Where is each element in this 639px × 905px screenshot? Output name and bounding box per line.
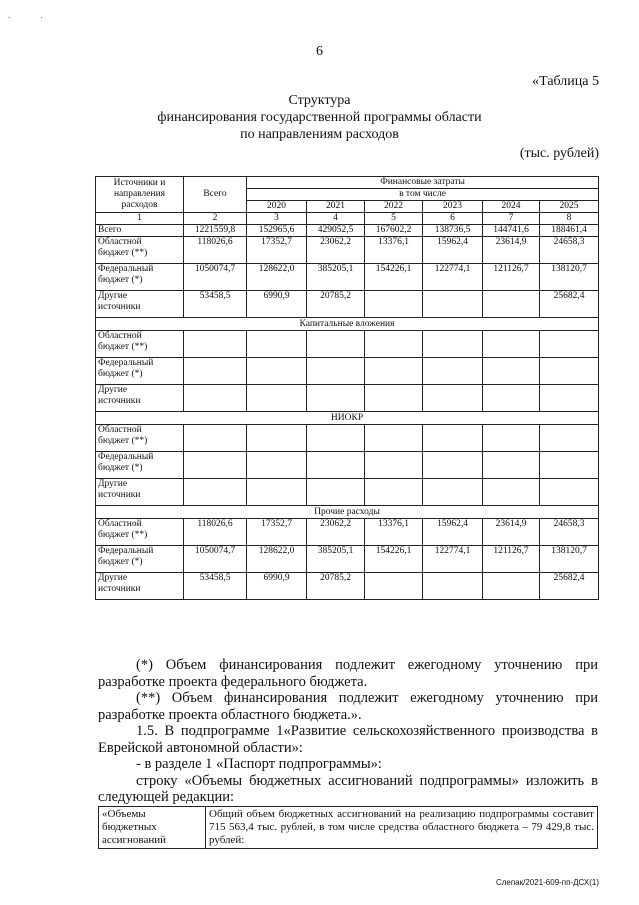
row-label: Всего (96, 225, 184, 237)
column-number: 4 (307, 213, 365, 225)
value-cell: 53458,5 (184, 291, 247, 318)
assignments-table (98, 806, 598, 849)
value-cell: 122774,1 (423, 546, 483, 573)
value-cell (247, 358, 307, 385)
source-row (96, 479, 599, 506)
value-cell (365, 425, 423, 452)
value-cell (483, 479, 540, 506)
value-cell (483, 425, 540, 452)
value-cell: 17352,7 (247, 519, 307, 546)
header-row (96, 177, 599, 189)
section-niokr (96, 412, 599, 425)
column-number: 2 (184, 213, 247, 225)
note-federal: (*) Объем финансирования подлежит ежегодному уточнению при разработке проекта федерального бюджета. (98, 657, 598, 690)
value-cell (483, 358, 540, 385)
value-cell (423, 358, 483, 385)
value-cell (365, 358, 423, 385)
header-year: 2025 (540, 201, 599, 213)
value-cell (247, 479, 307, 506)
value-cell (307, 452, 365, 479)
financing-table (95, 176, 599, 600)
value-cell (423, 425, 483, 452)
source-row (96, 546, 599, 573)
value-cell: 154226,1 (365, 264, 423, 291)
row-label: Другие источники (96, 291, 184, 318)
source-row (96, 291, 599, 318)
value-cell: 23062,2 (307, 519, 365, 546)
source-row (96, 331, 599, 358)
doc-footer-code: Слепак/2021-609-пп-ДСХ(1) (495, 878, 599, 887)
header-year: 2022 (365, 201, 423, 213)
value-cell: 1050074,7 (184, 264, 247, 291)
source-row (96, 425, 599, 452)
value-cell (307, 331, 365, 358)
value-cell: 23062,2 (307, 237, 365, 264)
value-cell (483, 573, 540, 600)
value-cell (184, 331, 247, 358)
value-cell: 1050074,7 (184, 546, 247, 573)
page-number: 6 (316, 44, 323, 59)
value-cell: 121126,7 (483, 264, 540, 291)
column-number: 8 (540, 213, 599, 225)
column-number: 3 (247, 213, 307, 225)
value-cell: 138120,7 (540, 264, 599, 291)
section-capital-title: Капитальные вложения (96, 318, 599, 331)
value-cell: 144741,6 (483, 225, 540, 237)
value-cell: 15962,4 (423, 519, 483, 546)
source-row (96, 264, 599, 291)
value-cell (540, 452, 599, 479)
section-other (96, 506, 599, 519)
row-label: Федеральный бюджет (*) (96, 358, 184, 385)
value-cell (540, 358, 599, 385)
row-label: Областной бюджет (**) (96, 331, 184, 358)
line-instruction: строку «Объемы бюджетных ассигнований подпрограммы» изложить в следующей редакции: (98, 772, 598, 805)
section-capital (96, 318, 599, 331)
assignments-text: Общий объем бюджетных ассигнований на реализацию подпрограммы составит 715 563,4 тыс. рублей, в том числе средства областного бюджета – 79 429,8 тыс. рублей: (206, 807, 598, 849)
header-year: 2021 (307, 201, 365, 213)
row-label: Другие источники (96, 385, 184, 412)
value-cell: 429052,5 (307, 225, 365, 237)
source-row (96, 519, 599, 546)
value-cell: 24658,3 (540, 519, 599, 546)
value-cell: 15962,4 (423, 237, 483, 264)
section-niokr-title: НИОКР (96, 412, 599, 425)
header-source: Источники и направления расходов (96, 177, 184, 213)
value-cell: 6990,9 (247, 291, 307, 318)
column-number-row (96, 213, 599, 225)
value-cell (365, 573, 423, 600)
value-cell (483, 452, 540, 479)
value-cell (423, 385, 483, 412)
value-cell: 1221559,8 (184, 225, 247, 237)
header-fin-costs: Финансовые затраты (247, 177, 599, 189)
value-cell (423, 479, 483, 506)
value-cell (184, 452, 247, 479)
value-cell (365, 452, 423, 479)
value-cell (184, 479, 247, 506)
header-year: 2020 (247, 201, 307, 213)
column-number: 6 (423, 213, 483, 225)
value-cell (365, 291, 423, 318)
value-cell: 188461,4 (540, 225, 599, 237)
value-cell: 118026,6 (184, 237, 247, 264)
value-cell: 23614,9 (483, 519, 540, 546)
value-cell: 385205,1 (307, 546, 365, 573)
value-cell: 121126,7 (483, 546, 540, 573)
source-row (96, 358, 599, 385)
value-cell (365, 331, 423, 358)
assignments-label: «Объемы бюджетных ассигнований (99, 807, 206, 849)
scan-dots: . . (8, 10, 57, 20)
value-cell: 13376,1 (365, 519, 423, 546)
value-cell (247, 331, 307, 358)
header-year: 2023 (423, 201, 483, 213)
value-cell: 138120,7 (540, 546, 599, 573)
total-row (96, 225, 599, 237)
column-number: 5 (365, 213, 423, 225)
value-cell: 20785,2 (307, 573, 365, 600)
source-row (96, 573, 599, 600)
value-cell: 25682,4 (540, 291, 599, 318)
row-label: Федеральный бюджет (*) (96, 452, 184, 479)
row-label: Областной бюджет (**) (96, 425, 184, 452)
column-number: 1 (96, 213, 184, 225)
header-total: Всего (184, 177, 247, 213)
value-cell (423, 291, 483, 318)
table-label: «Таблица 5 (532, 74, 599, 89)
value-cell (307, 425, 365, 452)
value-cell (423, 331, 483, 358)
value-cell (247, 425, 307, 452)
value-cell (184, 358, 247, 385)
value-cell: 53458,5 (184, 573, 247, 600)
value-cell (247, 385, 307, 412)
value-cell: 167602,2 (365, 225, 423, 237)
source-row (96, 385, 599, 412)
value-cell: 25682,4 (540, 573, 599, 600)
paragraph-1-5: 1.5. В подпрограмме 1«Развитие сельскохозяйственного производства в Еврейской автономной области»: (98, 723, 598, 756)
title-line-2: финансирования государственной программы области (157, 110, 482, 125)
value-cell (483, 291, 540, 318)
value-cell (540, 331, 599, 358)
value-cell: 6990,9 (247, 573, 307, 600)
value-cell (423, 452, 483, 479)
source-row (96, 237, 599, 264)
value-cell (184, 425, 247, 452)
row-label: Федеральный бюджет (*) (96, 546, 184, 573)
value-cell (184, 385, 247, 412)
value-cell: 20785,2 (307, 291, 365, 318)
title-line-1: Структура (288, 93, 351, 108)
value-cell (540, 385, 599, 412)
value-cell (483, 385, 540, 412)
value-cell: 385205,1 (307, 264, 365, 291)
value-cell (365, 385, 423, 412)
value-cell (307, 358, 365, 385)
value-cell (423, 573, 483, 600)
value-cell: 128622,0 (247, 264, 307, 291)
title-line-3: по направлениям расходов (240, 127, 399, 142)
value-cell: 118026,6 (184, 519, 247, 546)
source-row (96, 452, 599, 479)
column-number: 7 (483, 213, 540, 225)
row-label: Другие источники (96, 479, 184, 506)
value-cell: 152965,6 (247, 225, 307, 237)
value-cell: 138736,5 (423, 225, 483, 237)
header-year: 2024 (483, 201, 540, 213)
value-cell: 23614,9 (483, 237, 540, 264)
row-label: Другие источники (96, 573, 184, 600)
value-cell (247, 452, 307, 479)
value-cell: 17352,7 (247, 237, 307, 264)
value-cell: 128622,0 (247, 546, 307, 573)
row-label: Областной бюджет (**) (96, 519, 184, 546)
note-regional: (**) Объем финансирования подлежит ежегодному уточнению при разработке проекта областного бюджета.». (98, 690, 598, 723)
value-cell (540, 425, 599, 452)
value-cell: 13376,1 (365, 237, 423, 264)
value-cell: 24658,3 (540, 237, 599, 264)
header-including: в том числе (247, 189, 599, 201)
value-cell: 154226,1 (365, 546, 423, 573)
value-cell (307, 385, 365, 412)
row-label: Федеральный бюджет (*) (96, 264, 184, 291)
section-other-title: Прочие расходы (96, 506, 599, 519)
notes-block (98, 657, 598, 806)
value-cell (365, 479, 423, 506)
section-1-line: - в разделе 1 «Паспорт подпрограммы»: (136, 756, 382, 772)
value-cell: 122774,1 (423, 264, 483, 291)
value-cell (483, 331, 540, 358)
value-cell (540, 479, 599, 506)
value-cell (307, 479, 365, 506)
units-label: (тыс. рублей) (519, 146, 599, 161)
row-label: Областной бюджет (**) (96, 237, 184, 264)
